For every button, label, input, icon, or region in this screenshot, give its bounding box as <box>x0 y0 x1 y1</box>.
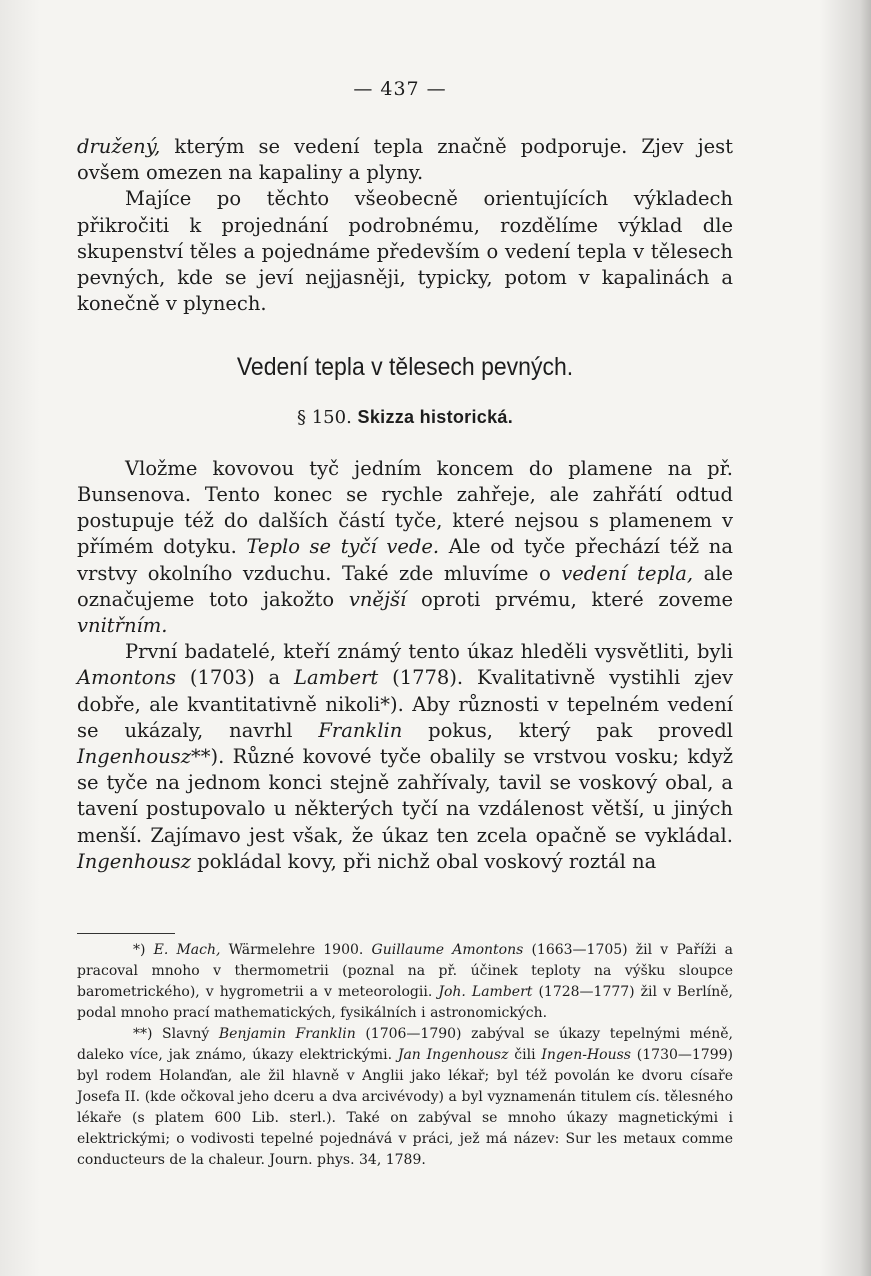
page-number: — 437 — <box>353 78 447 100</box>
text-run: **). Různé kovové tyče obalily se vrstvou vosku; když se tyče na jednom konci stejně zahřívaly, tavil se voskový obal, a tavení postupovalo u některých tyčí na vzdálenost větší, u jiných menší. Zajímavo jest však, že úkaz ten zcela opačně se vykládal. <box>77 745 733 847</box>
paragraph-1 <box>77 134 733 186</box>
section-number: § 150. <box>296 406 352 428</box>
italic-run: Guillaume Amontons <box>371 942 524 958</box>
section-heading <box>77 404 733 431</box>
italic-run: Ingenhousz <box>77 849 191 873</box>
italic-run: Joh. Lambert <box>438 984 533 1000</box>
italic-run: vnější <box>348 587 407 611</box>
paragraph-1-text: kterým se vedení tepla značně podporuje. Zjev jest ovšem omezen na kapaliny a plyny. <box>77 135 733 185</box>
text-run: (1706—1790) zabýval se úkazy tepelnými méně, daleko více, jak známo, úkazy elektrickými. <box>77 1026 733 1063</box>
italic-run: Franklin <box>318 718 403 742</box>
italic-run: vedení tepla, <box>561 561 694 585</box>
section-subtitle: Skizza historická. <box>357 406 513 427</box>
paragraph-2: Majíce po těchto všeobecně orientujících výkladech přikročiti k projednání podrobnému, rozdělíme výklad dle skupenství těles a pojednáme především o vedení tepla v tělesech pevných, kde se jeví nejjasněji, typicky, potom v kapalinách a konečně v plynech. <box>77 187 733 316</box>
text-run: (1778). Kvalitativně vystihli zjev dobře, ale kvantitativně nikoli*). Aby různosti v tepelném vedení se ukázaly, navrhl <box>77 666 733 742</box>
text-run: (1663—1705) žil v Paříži a pracoval mnoho v thermometrii (poznal na př. účinek teploty na výšku sloupce barometrického), v hygrometrii a v meteorologii. <box>77 942 734 1000</box>
text-run: pokládal kovy, při nichž obal voskový roztál na <box>190 849 657 873</box>
italic-word: družený, <box>77 135 161 158</box>
main-text <box>77 134 733 875</box>
footnote-1 <box>77 940 733 1024</box>
italic-run: Benjamin Franklin <box>218 1026 356 1042</box>
italic-run: E. Mach, <box>153 942 221 958</box>
italic-run: Lambert <box>294 666 379 690</box>
text-run: (1728—1777) žil v Berlíně, podal mnoho prací mathematických, fysikálních i astronomických. <box>77 984 733 1021</box>
text-run: (1703) a <box>176 666 294 690</box>
footnote-2 <box>77 1024 733 1171</box>
text-run: **) Slavný <box>133 1026 219 1042</box>
italic-run: Jan Ingenhousz <box>397 1047 509 1063</box>
paragraph-3 <box>77 456 733 639</box>
italic-run: Ingenhousz <box>77 745 191 769</box>
text-run: oproti prvému, které zoveme <box>406 587 733 611</box>
text-run: pokus, který pak provedl <box>402 718 733 742</box>
paragraph-4 <box>77 639 733 875</box>
italic-run: vnitřním. <box>77 614 168 638</box>
italic-run: Amontons <box>77 666 177 690</box>
text-run: Vložme kovovou tyč jedním koncem do plamene na př. Bunsenova. Tento konec se rychle zahřeje, ale zahřátí odtud postupuje též do dalších částí tyče, které nejsou s plamenem v přímém dotyku. <box>77 456 733 559</box>
text-run: První badatelé, kteří známý tento úkaz hleděli vysvětliti, byli <box>125 640 733 664</box>
italic-run: Ingen-Houss <box>541 1047 631 1063</box>
footnotes <box>77 940 733 1171</box>
text-run: Ale od tyče přechází též na vrstvy okolního vzduchu. Také zde mluvíme o <box>77 535 733 585</box>
section-title: Vedení tepla v tělesech pevných. <box>236 353 574 382</box>
text-run: ale označujeme toto jakožto <box>77 561 733 611</box>
text-run: (1730—1799) byl rodem Holanďan, ale žil hlavně v Anglii jako lékař; byl též povolán ke dvoru císaře Josefa II. (kde očkoval jeho dceru a dva arcivévody) a byl vyznamenán titulem cís. tělesného lékaře (s platem 600 Lib. sterl.). Také on zabýval se mnoho úkazy magnetickými i elektrickými; o vodivosti tepelné pojednává v práci, jež má název: Sur les metaux comme conducteurs de la chaleur. Journ. phys. 34, 1789. <box>77 1047 733 1168</box>
text-run: Wärmelehre 1900. <box>220 942 372 958</box>
footnote-divider <box>77 933 175 934</box>
text-run: *) <box>133 942 154 958</box>
italic-run: Teplo se tyčí vede. <box>246 535 440 559</box>
text-run: čili <box>508 1047 542 1063</box>
